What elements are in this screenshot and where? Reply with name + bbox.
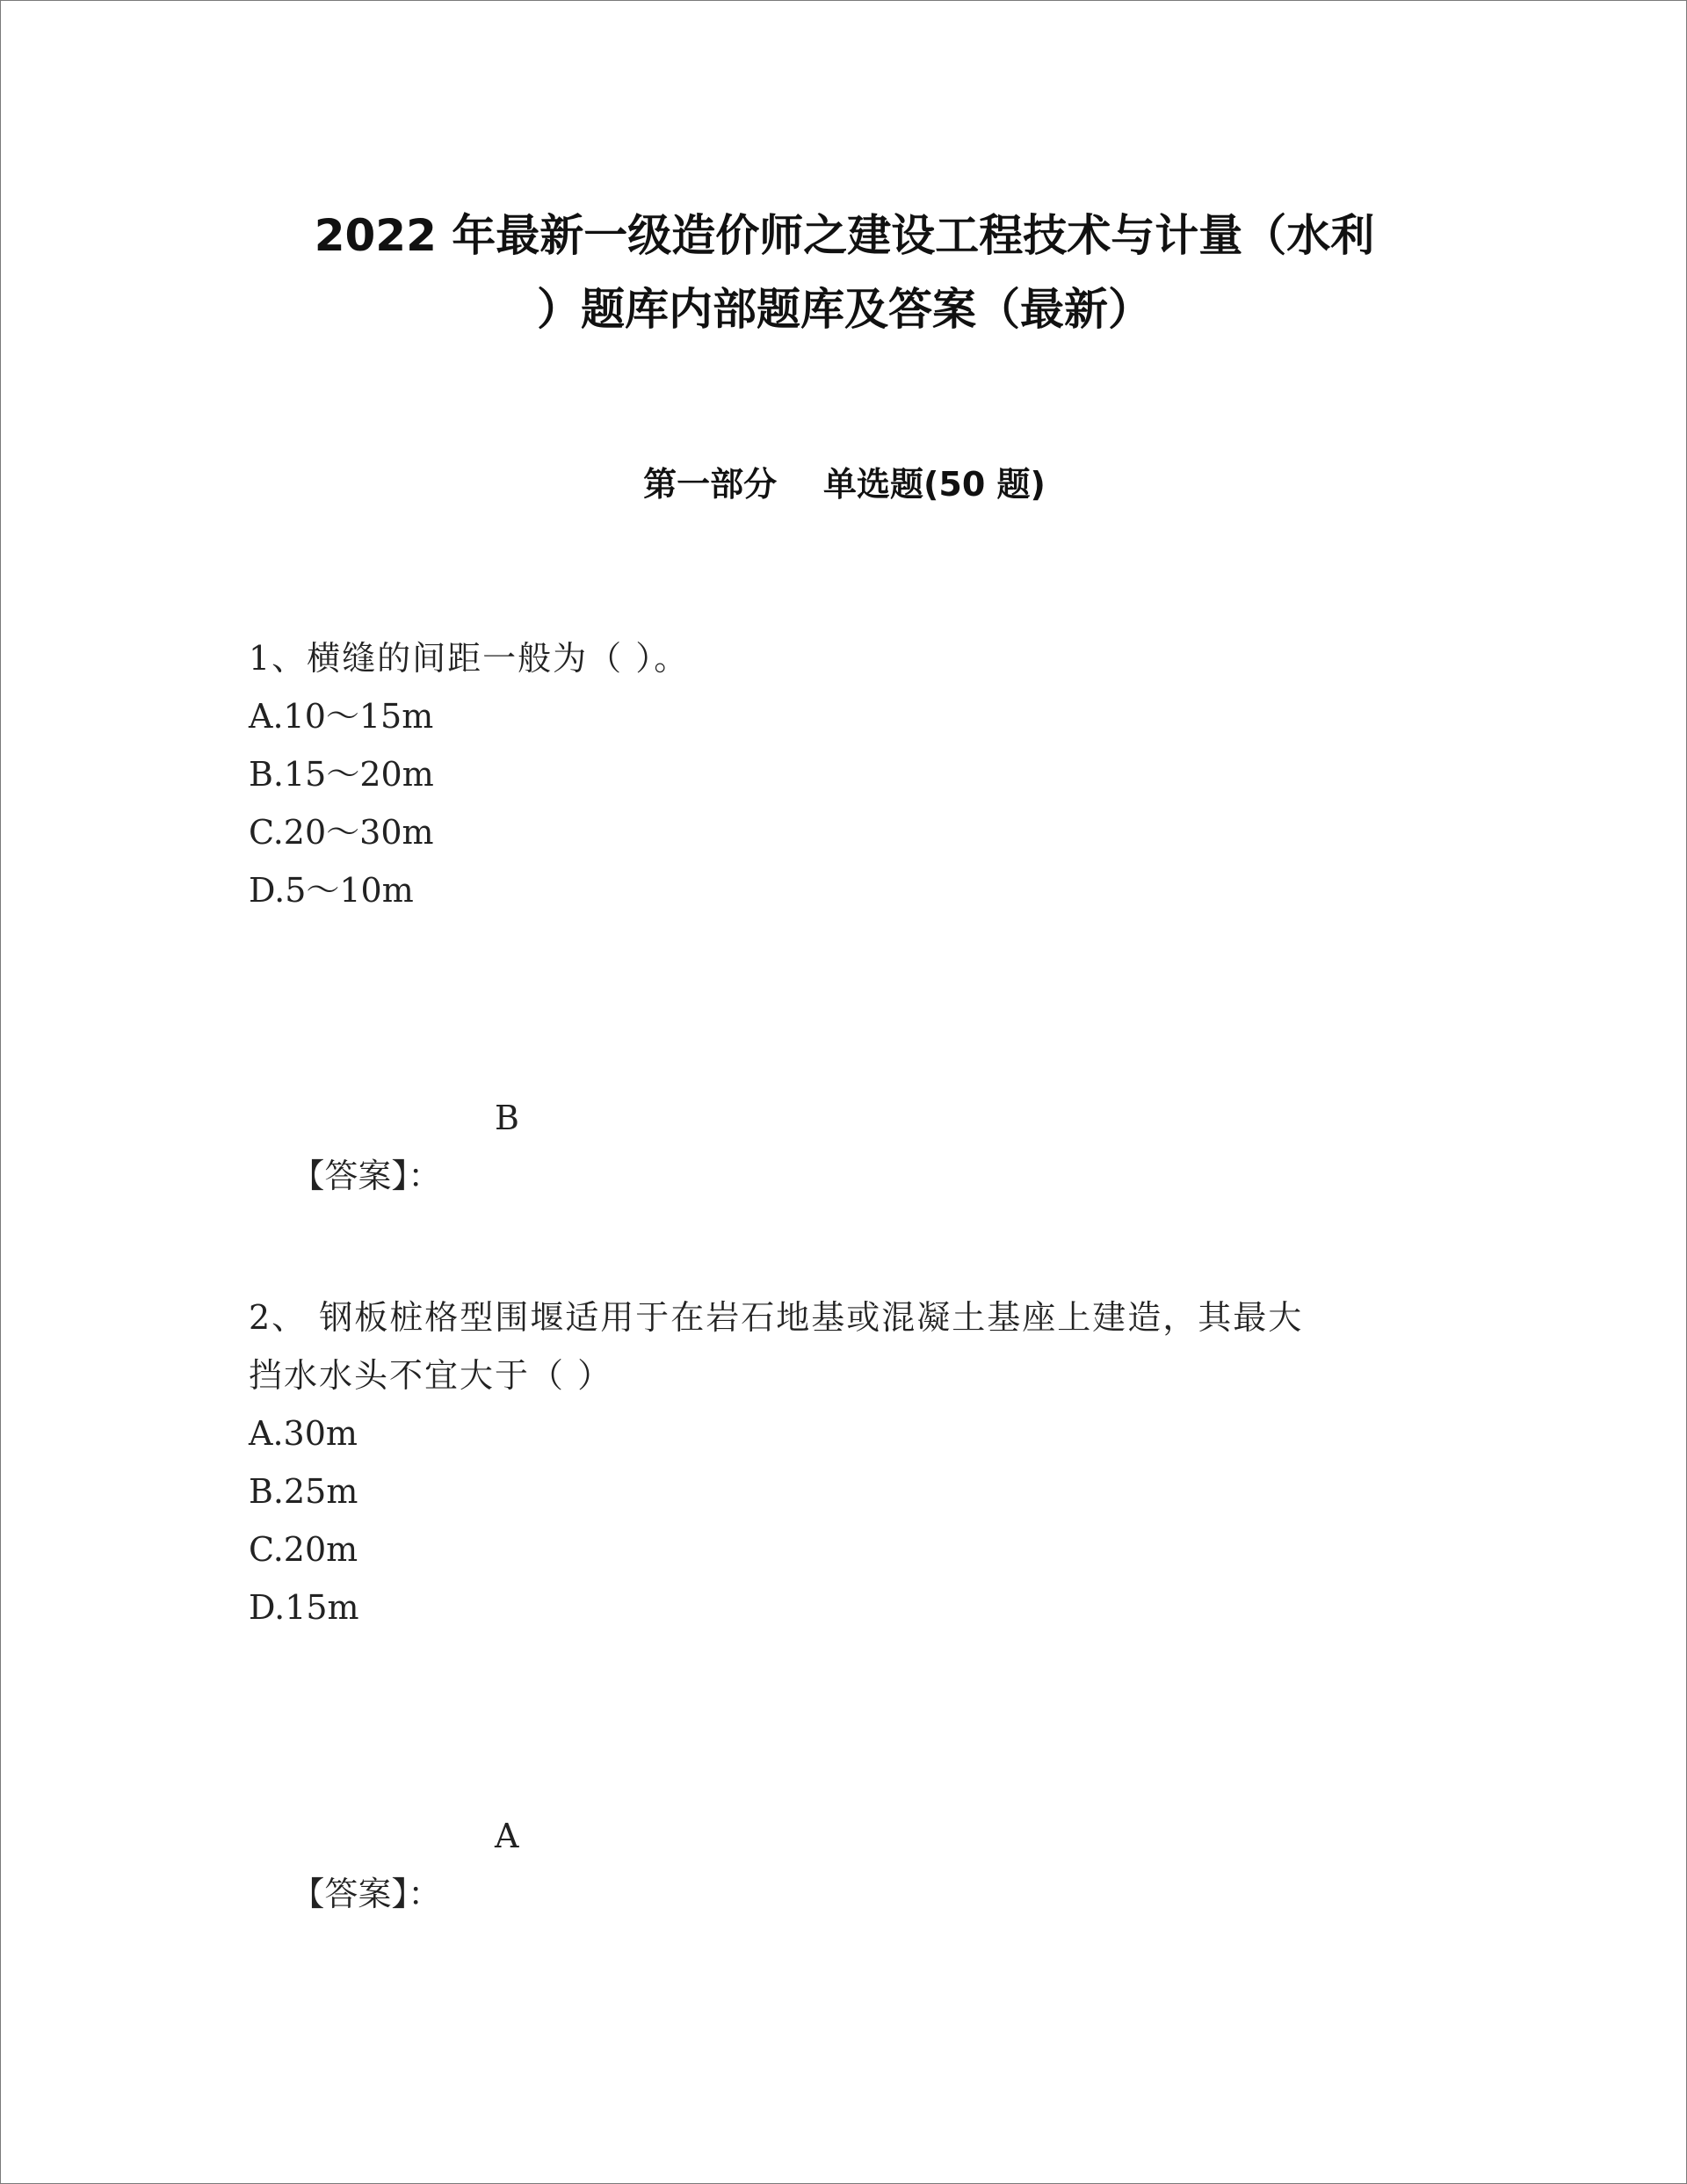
question-1-stem: 1、横缝的间距一般为（ ）。 [249, 639, 690, 678]
section-title: 第一部分 单选题(50 题) [643, 465, 1046, 504]
question-1-option-b: B.15～20m [249, 755, 434, 794]
document-title-line-2: ）题库内部题库及答案（最新） [537, 284, 1152, 335]
question-1-answer [249, 1089, 519, 1321]
question-2-stem-line-2: 挡水水头不宜大于（ ） [249, 1356, 613, 1395]
question-2-option-a: A.30m [249, 1414, 358, 1453]
question-1 [249, 629, 1444, 919]
question-1-option-d: D.5～10m [249, 871, 414, 910]
question-1-option-c: C.20～30m [249, 813, 434, 852]
question-2-option-c: C.20m [249, 1530, 358, 1569]
question-2-answer [249, 1807, 519, 2039]
document-title [256, 199, 1433, 346]
question-1-answer-value: B [495, 1099, 519, 1137]
question-2-answer-value: A [495, 1817, 519, 1855]
question-2-answer-label: 【答案】： [291, 1875, 442, 1913]
question-2-stem-line-1: 2、 钢板桩格型围堰适用于在岩石地基或混凝土基座上建造，其最大 [249, 1298, 1304, 1337]
question-2-option-b: B.25m [249, 1472, 358, 1511]
document-title-line-1: 2022 年最新一级造价师之建设工程技术与计量（水利 [314, 210, 1375, 261]
question-2 [249, 1288, 1444, 1636]
question-2-option-d: D.15m [249, 1588, 359, 1627]
question-1-option-a: A.10～15m [249, 697, 434, 736]
question-1-answer-label: 【答案】： [291, 1157, 442, 1195]
